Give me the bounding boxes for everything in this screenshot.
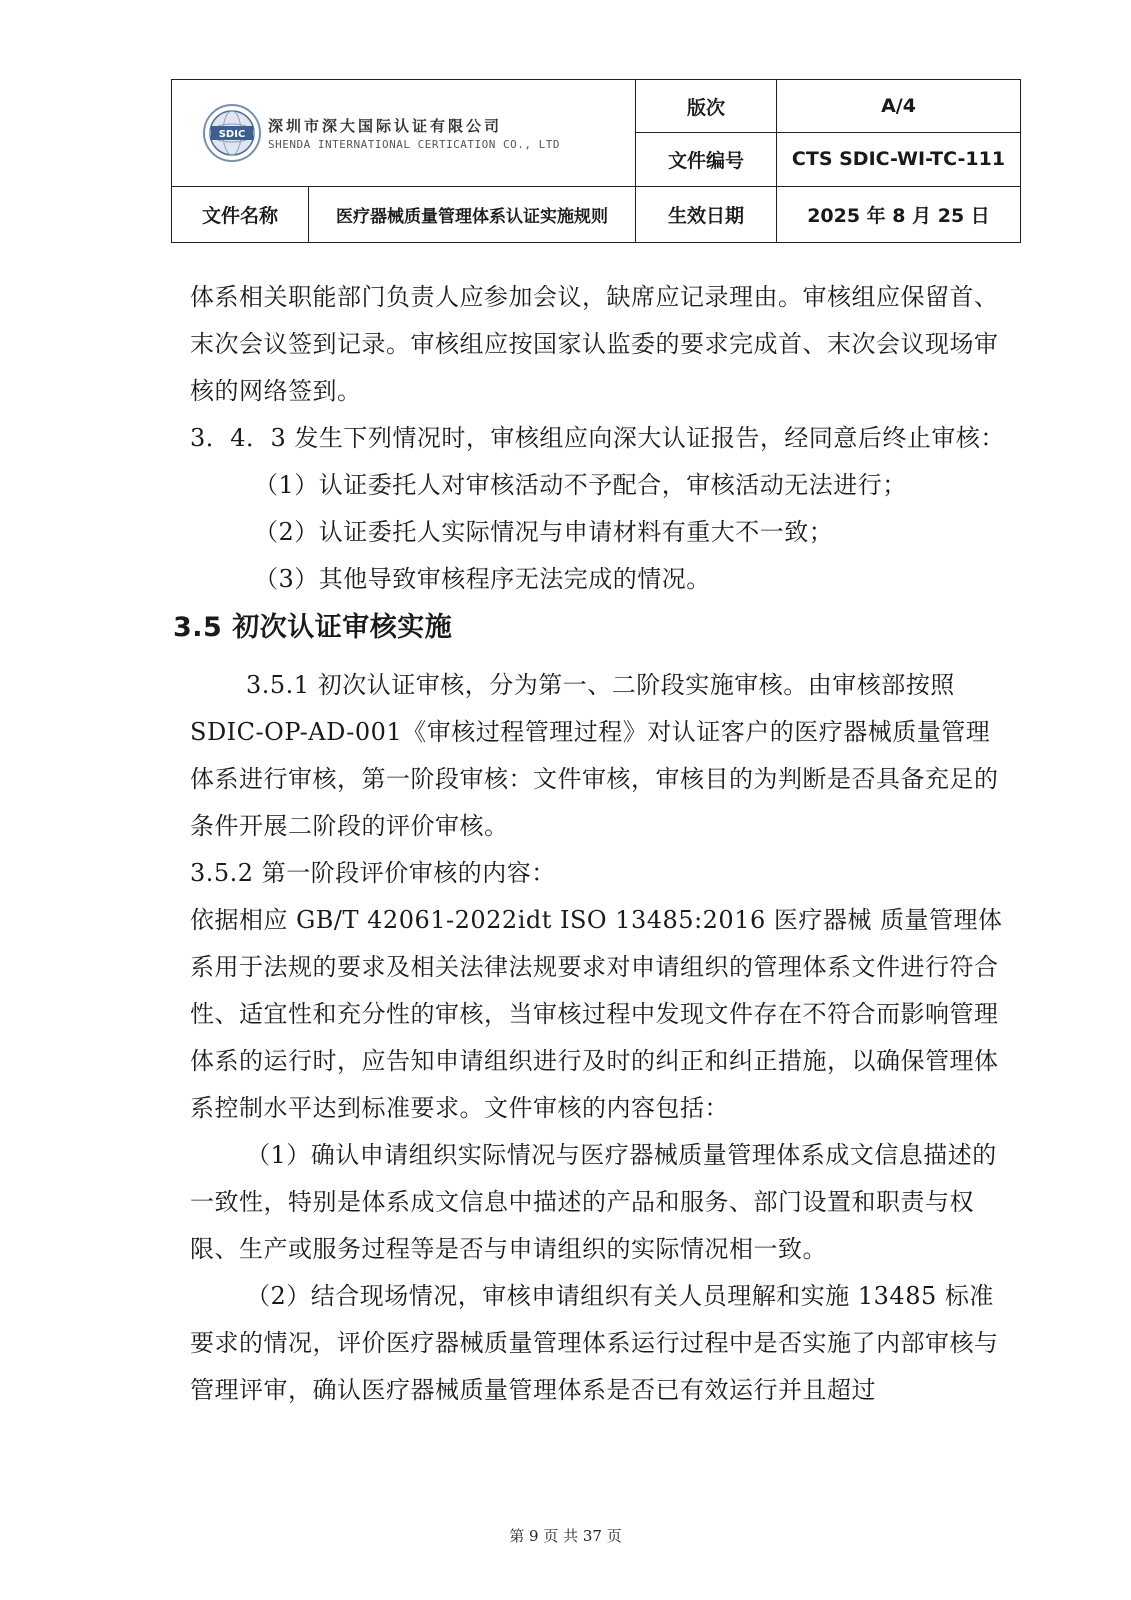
doc-name-label: 文件名称 [172,186,309,242]
company-logo-cell [172,80,636,187]
paragraph-document-review: 依据相应 GB/T 42061-2022idt ISO 13485:2016 医疗器械 质量管理体系用于法规的要求及相关法律法规要求对申请组织的管理体系文件进行符合性、适宜性和充分性的审核，当审核过程中发现文件存在不符合而影响管理体系的运行时，应告知申请组织进行及时的纠正和纠正措施，以确保管理体系控制水平达到标准要求。文件审核的内容包括： [190,906,1003,1122]
effective-date-value: 2025 年 8 月 25 日 [777,186,1021,242]
doc-name-value: 医疗器械质量管理体系认证实施规则 [309,186,636,242]
paragraph-review-item-1: （1）确认申请组织实际情况与医疗器械质量管理体系成文信息描述的一致性，特别是体系成文信息中描述的产品和服务、部门设置和职责与权限、生产或服务过程等是否与申请组织的实际情况相一致。 [190,1141,997,1263]
company-logo-icon [202,103,262,163]
paragraph-3-5-1: 3.5.1 初次认证审核，分为第一、二阶段实施审核。由审核部按照 SDIC-OP-AD-001《审核过程管理过程》对认证客户的医疗器械质量管理体系进行审核，第一阶段审核：文件审核，审核目的为判断是否具备充足的条件开展二阶段的评价审核。 [190,671,999,840]
paragraph-meeting-attendance: 体系相关职能部门负责人应参加会议，缺席应记录理由。审核组应保留首、末次会议签到记录。审核组应按国家认监委的要求完成首、末次会议现场审核的网络签到。 [190,283,999,405]
paragraph-3-5-2: 3.5.2 第一阶段评价审核的内容： [190,859,556,887]
company-name-cn: 深圳市深大国际认证有限公司 [268,116,503,135]
document-header-table [171,79,1021,243]
list-item-termination-2: （2）认证委托人实际情况与申请材料有重大不一致； [254,518,834,546]
list-item-termination-3: （3）其他导致审核程序无法完成的情况。 [254,565,711,593]
logo-mark-text: SDIC [218,128,246,140]
page-number-footer: 第 9 页 共 37 页 [509,1527,622,1545]
paragraph-3-4-3: 3．4．3 发生下列情况时，审核组应向深大认证报告，经同意后终止审核： [190,424,1005,452]
paragraph-review-item-2: （2）结合现场情况，审核申请组织有关人员理解和实施 13485 标准要求的情况，评价医疗器械质量管理体系运行过程中是否实施了内部审核与管理评审，确认医疗器械质量管理体系是否已有效运行并且超过 [190,1282,999,1404]
document-body [173,274,1010,1414]
version-value: A/4 [777,80,1021,133]
doc-number-value: CTS SDIC-WI-TC-111 [777,133,1021,186]
doc-number-label: 文件编号 [636,133,777,186]
list-item-termination-1: （1）认证委托人对审核活动不予配合，审核活动无法进行； [254,471,907,499]
company-name-en: SHENDA INTERNATIONAL CERTICATION CO., LTD [268,137,561,151]
effective-date-label: 生效日期 [636,186,777,242]
version-label: 版次 [636,80,777,133]
section-heading-3-5: 3.5 初次认证审核实施 [173,612,453,643]
